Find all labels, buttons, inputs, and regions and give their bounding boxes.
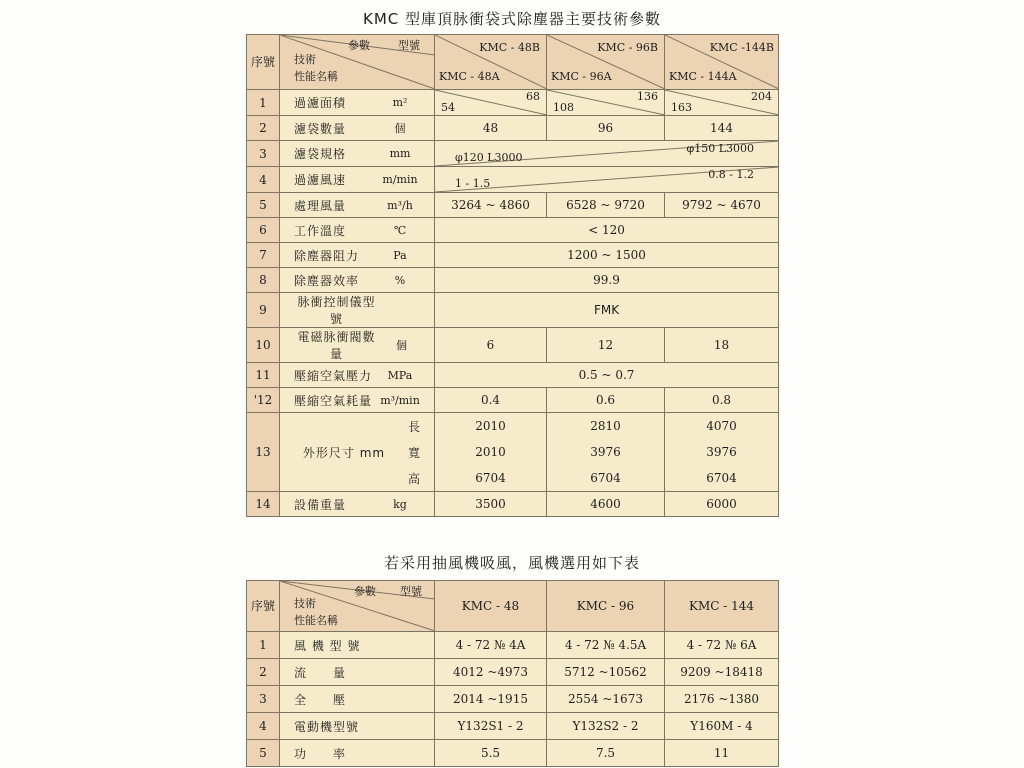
row-index: 10 (247, 328, 280, 363)
param-header-cell: 參數 型號 技術 性能名稱 (280, 581, 435, 632)
table-row (247, 713, 779, 740)
value-cell: 96 (547, 116, 665, 141)
table-row (247, 740, 779, 767)
row-name: 功 率 (294, 746, 347, 761)
row-index: 11 (247, 363, 280, 388)
span-cell: 1200 ~ 1500 (435, 243, 779, 268)
row-name: 風 機 型 號 (294, 638, 361, 653)
table-row (247, 632, 779, 659)
value-cell: 3264 ~ 4860 (435, 193, 547, 218)
table-row (247, 116, 779, 141)
table1-title: KMC 型庫頂脉衝袋式除塵器主要技術參數 (362, 10, 662, 28)
row-index: 5 (247, 193, 280, 218)
row-unit: % (394, 273, 406, 287)
table-row (247, 193, 779, 218)
value-cell: 9792 ~ 4670 (665, 193, 779, 218)
seq-header: 序號 (247, 35, 280, 90)
row-unit: mm (389, 147, 411, 160)
diag-cell: φ120 L3000 φ150 L3000 (435, 141, 779, 167)
row-index: 8 (247, 268, 280, 293)
value-cell: 4 - 72 № 4A (435, 632, 547, 659)
table-row (247, 686, 779, 713)
table-row (247, 167, 779, 193)
row-unit: 個 (396, 339, 408, 352)
row-name: 電磁脉衝閥數量 (297, 330, 376, 361)
span-cell: < 120 (435, 218, 779, 243)
table-row (247, 659, 779, 686)
row-name: 外形尺寸 mm (302, 445, 386, 460)
row-index: 1 (247, 90, 280, 116)
value-cell: 6000 (665, 492, 779, 517)
tech-label: 技術 (294, 53, 316, 66)
row-index: 9 (247, 293, 280, 328)
row-name: 設備重量 (294, 497, 347, 512)
fan-model-144: KMC - 144 (665, 581, 779, 632)
value-cell: Y132S2 - 2 (547, 713, 665, 740)
value-cell: 5712 ~10562 (547, 659, 665, 686)
value-cell: 7.5 (547, 740, 665, 767)
dust-collector-spec-table (246, 34, 779, 517)
value-cell: 12 (547, 328, 665, 363)
split-cell: 204 163 (665, 90, 779, 116)
table-row (247, 90, 779, 116)
value-cell: 18 (665, 328, 779, 363)
value-cell: 144 (665, 116, 779, 141)
split-cell: 68 54 (435, 90, 547, 116)
row-name: 流 量 (294, 665, 347, 680)
value-cell: 0.8 (665, 388, 779, 413)
value-cell: 6528 ~ 9720 (547, 193, 665, 218)
value-cell: 5.5 (435, 740, 547, 767)
row-index: 13 (247, 413, 280, 492)
row-name: 電動機型號 (294, 719, 360, 734)
row-name: 過濾面積 (294, 96, 347, 110)
row-index: 4 (247, 167, 280, 193)
value-cell: 2554 ~1673 (547, 686, 665, 713)
span-cell: 99.9 (435, 268, 779, 293)
model-header-48: KMC - 48B KMC - 48A (435, 35, 547, 90)
dims-row (247, 413, 779, 492)
row-index: 5 (247, 740, 280, 767)
value-cell: 2176 ~1380 (665, 686, 779, 713)
value-cell: Y160M - 4 (665, 713, 779, 740)
row-unit: Pa (393, 248, 407, 262)
table-row (247, 363, 779, 388)
row-unit: m³/min (380, 393, 420, 407)
value-cell: 0.4 (435, 388, 547, 413)
params-label: 參數 (348, 39, 370, 52)
table2-header-row (247, 581, 779, 632)
dim-label: 寬 (407, 445, 420, 460)
row-unit: m/min (382, 173, 418, 186)
dims-cell: 4070 3976 6704 (665, 413, 779, 492)
row-unit: 個 (394, 122, 406, 135)
value-cell: 9209 ~18418 (665, 659, 779, 686)
table1-header-row (247, 35, 779, 90)
row-unit: ℃ (393, 223, 407, 237)
row-name: 過濾風速 (294, 173, 347, 187)
row-name: 全 壓 (294, 692, 347, 707)
value-cell: 2014 ~1915 (435, 686, 547, 713)
table-row (247, 218, 779, 243)
fan-selection-table (246, 580, 779, 767)
value-cell: 4 - 72 № 4.5A (547, 632, 665, 659)
model-header-96: KMC - 96B KMC - 96A (547, 35, 665, 90)
row-index: 14 (247, 492, 280, 517)
row-name: 除塵器阻力 (294, 248, 360, 263)
dim-label: 長 (407, 419, 420, 434)
diag-cell: 1 - 1.5 0.8 - 1.2 (435, 167, 779, 193)
model-label: 型號 (398, 39, 420, 52)
row-index: 2 (247, 116, 280, 141)
value-cell: 48 (435, 116, 547, 141)
row-name: 壓縮空氣耗量 (294, 393, 373, 408)
row-name: 處理風量 (294, 198, 347, 213)
value-cell: 4600 (547, 492, 665, 517)
row-index: 1 (247, 632, 280, 659)
span-cell: 0.5 ~ 0.7 (435, 363, 779, 388)
row-name: 濾袋數量 (294, 121, 347, 136)
table-row (247, 328, 779, 363)
row-unit: MPa (387, 368, 413, 382)
model-header-144: KMC -144B KMC - 144A (665, 35, 779, 90)
value-cell: 6 (435, 328, 547, 363)
row-name: 工作溫度 (294, 223, 347, 238)
split-cell: 136 108 (547, 90, 665, 116)
table-row (247, 141, 779, 167)
table-row (247, 388, 779, 413)
row-name: 脉衝控制儀型號 (297, 295, 376, 326)
table-row (247, 268, 779, 293)
table-row (247, 293, 779, 328)
row-unit: kg (393, 497, 407, 511)
row-index: 3 (247, 686, 280, 713)
table-row (247, 492, 779, 517)
value-cell: Y132S1 - 2 (435, 713, 547, 740)
row-index: 7 (247, 243, 280, 268)
span-cell: FMK (435, 293, 779, 328)
row-index: 4 (247, 713, 280, 740)
row-index: 3 (247, 141, 280, 167)
perf-label: 性能名稱 (294, 70, 338, 83)
row-name: 壓縮空氣壓力 (294, 368, 373, 383)
fan-model-96: KMC - 96 (547, 581, 665, 632)
row-index: 6 (247, 218, 280, 243)
value-cell: 3500 (435, 492, 547, 517)
dim-label: 高 (407, 471, 420, 486)
row-name: 濾袋規格 (294, 147, 347, 161)
row-unit: m² (392, 96, 408, 109)
row-index: '12 (247, 388, 280, 413)
row-index: 2 (247, 659, 280, 686)
value-cell: 0.6 (547, 388, 665, 413)
row-unit: m³/h (387, 198, 413, 212)
row-name: 除塵器效率 (294, 273, 360, 288)
table-row (247, 243, 779, 268)
dims-cell: 2810 3976 6704 (547, 413, 665, 492)
value-cell: 4012 ~4973 (435, 659, 547, 686)
dims-cell: 2010 2010 6704 (435, 413, 547, 492)
value-cell: 11 (665, 740, 779, 767)
table2-title: 若采用抽風機吸風，風機選用如下表 (383, 554, 640, 572)
seq-header: 序號 (247, 581, 280, 632)
fan-model-48: KMC - 48 (435, 581, 547, 632)
value-cell: 4 - 72 № 6A (665, 632, 779, 659)
param-header-cell (280, 35, 435, 90)
